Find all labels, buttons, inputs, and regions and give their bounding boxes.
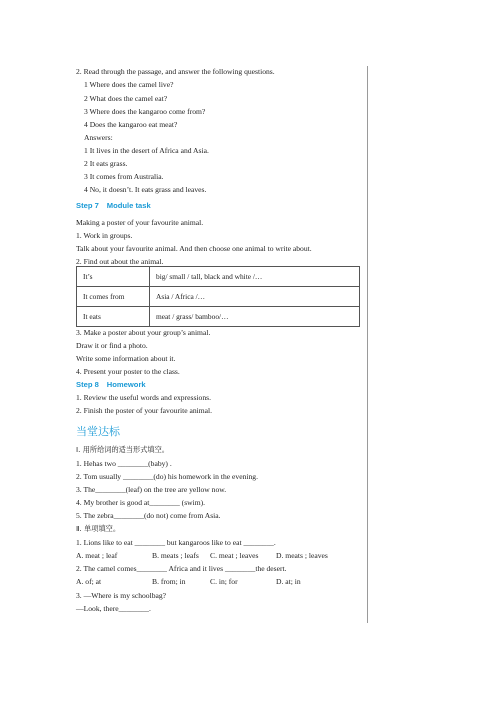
step7-number: Step 7 <box>76 201 99 210</box>
step7-after-line: Draw it or find a photo. <box>76 341 148 350</box>
table-cell: Asia / Africa /… <box>150 287 360 307</box>
reading-answer: 3 It comes from Australia. <box>84 172 164 181</box>
part1-heading: Ⅰ. 用所给词的适当形式填空。 <box>76 445 169 454</box>
option: D. at; in <box>276 577 301 586</box>
answers-label: Answers: <box>84 133 113 142</box>
step8-heading <box>76 380 146 390</box>
option: C. in; for <box>210 577 238 586</box>
part2-heading: Ⅱ. 单项填空。 <box>76 524 121 533</box>
reading-question: 4 Does the kangaroo eat meat? <box>84 120 178 129</box>
option: B. from; in <box>152 577 186 586</box>
fill-blank-item: 2. Tom usually ________(do) his homework in the evening. <box>76 472 258 481</box>
table-cell: meat / grass/ bamboo/… <box>150 307 360 327</box>
fill-blank-item: 4. My brother is good at________ (swim). <box>76 498 206 507</box>
step7-line: 2. Find out about the animal. <box>76 257 164 266</box>
step7-after-line: 3. Make a poster about your group’s animal. <box>76 328 211 337</box>
reading-answer: 4 No, it doesn’t. It eats grass and leaves. <box>84 185 207 194</box>
reading-heading: 2. Read through the passage, and answer the following questions. <box>76 67 275 76</box>
reading-question: 2 What does the camel eat? <box>84 94 168 103</box>
step8-line: 2. Finish the poster of your favourite animal. <box>76 406 213 415</box>
choice-options <box>76 551 328 561</box>
step7-line: 1. Work in groups. <box>76 231 133 240</box>
animal-info-table <box>76 266 360 327</box>
choice-question: 1. Lions like to eat ________ but kangaroos like to eat ________. <box>76 538 276 547</box>
step8-line: 1. Review the useful words and expressions. <box>76 393 211 402</box>
reading-question: 1 Where does the camel live? <box>84 80 174 89</box>
step7-after-line: Write some information about it. <box>76 354 176 363</box>
fill-blank-item: 5. The zebra________(do not) come from Asia. <box>76 511 221 520</box>
table-cell: It eats <box>77 307 150 327</box>
dialogue-line: 3. —Where is my schoolbag? <box>76 591 167 600</box>
option: A. meat ; leaf <box>76 551 118 560</box>
dialogue-line: —Look, there________. <box>76 604 151 613</box>
fill-blank-item: 3. The________(leaf) on the tree are yellow now. <box>76 485 227 494</box>
step7-line: Making a poster of your favourite animal. <box>76 218 204 227</box>
fill-blank-item: 1. Hehas two ________(baby) . <box>76 459 172 468</box>
table-cell: big/ small / tall, black and white /… <box>150 267 360 287</box>
reading-question: 3 Where does the kangaroo come from? <box>84 107 206 116</box>
exercise-title: 当堂达标 <box>76 425 120 438</box>
step7-heading <box>76 201 151 211</box>
option: D. meats ; leaves <box>276 551 328 560</box>
table-row <box>77 267 360 287</box>
step7-line: Talk about your favourite animal. And then choose one animal to write about. <box>76 244 312 253</box>
reading-answer: 1 It lives in the desert of Africa and Asia. <box>84 146 209 155</box>
step7-after-line: 4. Present your poster to the class. <box>76 367 180 376</box>
option: C. meat ; leaves <box>210 551 259 560</box>
page-margin-rule <box>367 66 368 623</box>
table-cell: It’s <box>77 267 150 287</box>
option: A. of; at <box>76 577 102 586</box>
step8-title: Homework <box>106 380 146 389</box>
table-row <box>77 307 360 327</box>
choice-question: 2. The camel comes________ Africa and it lives ________the desert. <box>76 564 287 573</box>
step8-number: Step 8 <box>76 380 99 389</box>
step7-title: Module task <box>106 201 151 210</box>
table-cell: It comes from <box>77 287 150 307</box>
reading-answer: 2 It eats grass. <box>84 159 128 168</box>
option: B. meats ; leafs <box>152 551 199 560</box>
choice-options <box>76 577 301 587</box>
table-row <box>77 287 360 307</box>
